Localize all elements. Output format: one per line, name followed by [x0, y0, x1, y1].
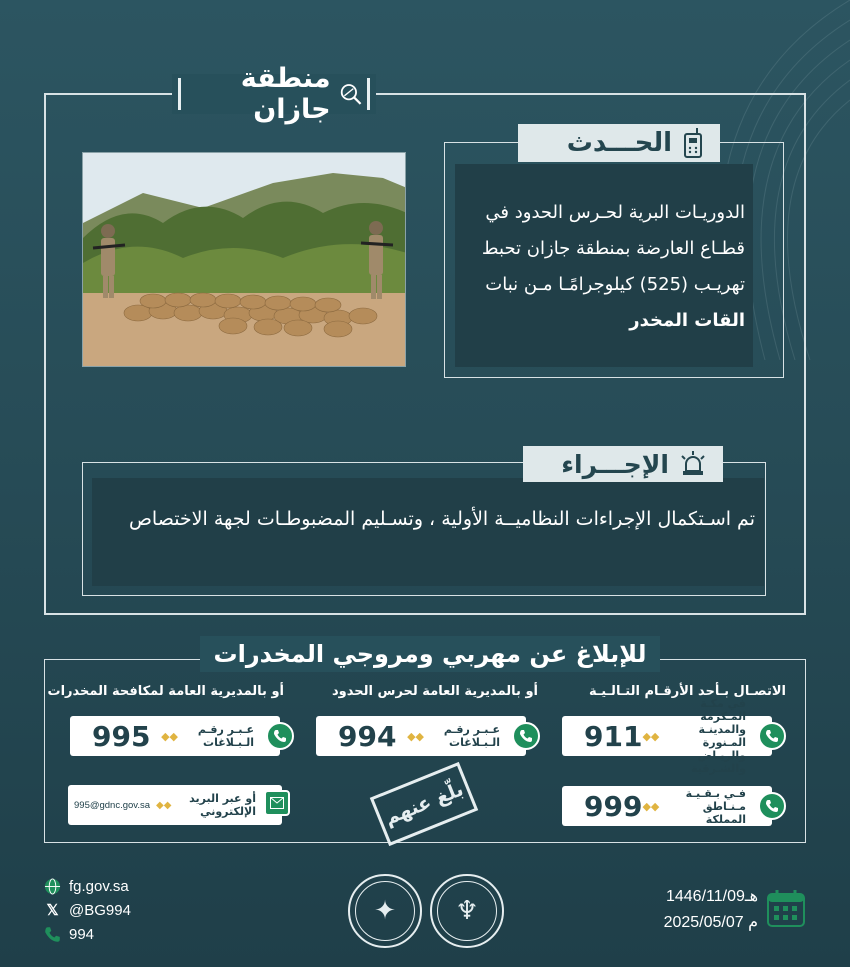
arrows-icon: ◆◆: [161, 729, 178, 743]
emblem-icon: ✦: [355, 881, 415, 941]
action-description: تم اسـتكمال الإجراءات النظاميــة الأولية ، وتسـليم المضبوطـات لجهة الاختصاص: [128, 508, 755, 530]
region-tag: [172, 63, 376, 125]
email-box: [68, 785, 282, 825]
footer-website[interactable]: [44, 878, 129, 895]
col3-heading: أو بالمديرية العامة لمكافحة المخدرات: [47, 684, 284, 699]
radio-icon: [682, 128, 704, 158]
phone-text: 994: [69, 926, 95, 943]
event-title: الحـــدث: [566, 128, 672, 158]
arrows-icon: ◆◆: [156, 799, 172, 811]
narcotics-emblem: [348, 874, 422, 948]
number-994-box: [316, 716, 526, 756]
event-text-body: الدوريـات البرية لحـرس الحدود في قطـاع العارضة بمنطقة جازان تحبط تهريـب (525) كيلوجرامًـا مـن نبات: [481, 202, 745, 295]
event-description: [470, 195, 745, 339]
number-911-box: [562, 697, 772, 775]
website-text: fg.gov.sa: [69, 878, 129, 895]
number-999-box: [562, 786, 772, 826]
number-999[interactable]: 999: [584, 789, 643, 823]
x-icon: 𝕏: [46, 902, 59, 919]
calendar-icon: [766, 888, 806, 928]
event-tag: [518, 124, 720, 162]
phone-icon: [44, 926, 61, 943]
seizure-photo: [82, 152, 406, 367]
palm-icon: ♆: [437, 881, 497, 941]
number-995-label: عـبـر رقـم الـبـلاغات: [197, 723, 254, 749]
phone-icon[interactable]: [758, 792, 786, 820]
report-title: للإبلاغ عن مهربي ومروجي المخدرات: [200, 636, 660, 672]
footer-phone[interactable]: [44, 926, 94, 943]
tag-bar-right: [367, 78, 370, 110]
number-994[interactable]: 994: [338, 719, 397, 753]
col1-heading: الاتصـال بـأحد الأرقـام التـالـيـة: [588, 684, 786, 699]
arrows-icon: ◆◆: [407, 729, 424, 743]
phone-icon[interactable]: [266, 722, 294, 750]
footer-x[interactable]: [44, 902, 131, 919]
event-text-bold: القات المخدر: [629, 310, 745, 331]
magnifier-icon: [339, 81, 362, 107]
email-address[interactable]: 995@gdnc.gov.sa: [74, 799, 151, 811]
date-gregorian: 2025/05/07 م: [663, 914, 758, 931]
number-999-label: فـي بـقـيـة مـنـاطق المملكة: [685, 786, 746, 826]
phone-icon[interactable]: [512, 722, 540, 750]
number-995-box: [70, 716, 280, 756]
action-title: الإجـــراء: [561, 449, 669, 479]
number-911[interactable]: 911: [584, 719, 643, 753]
region-title: منطقة جازان: [240, 63, 331, 125]
arrows-icon: ◆◆: [642, 729, 660, 743]
date-hijri: 1446/11/09هـ: [665, 888, 758, 905]
arrows-icon: ◆◆: [642, 799, 660, 813]
col2-heading: أو بالمديرية العامة لحرس الحدود: [332, 684, 538, 699]
tag-bar-left: [178, 78, 181, 110]
x-handle: @BG994: [69, 902, 131, 919]
email-label: أو عبر البريد الإلكتروني: [189, 792, 256, 818]
number-994-label: عـبـر رقـم الـبـلاغات: [443, 723, 500, 749]
mail-icon[interactable]: [264, 790, 290, 816]
number-995[interactable]: 995: [92, 719, 151, 753]
action-tag: [523, 446, 723, 482]
border-guard-emblem: [430, 874, 504, 948]
number-911-label: في مكـة المـكرمة والمدينـة المـنورة والريـاض والشـرقية: [691, 697, 746, 775]
phone-icon[interactable]: [758, 722, 786, 750]
report-stamp: بلّغ عنهم: [370, 762, 478, 846]
siren-icon: [679, 451, 707, 477]
globe-icon: [44, 878, 61, 895]
